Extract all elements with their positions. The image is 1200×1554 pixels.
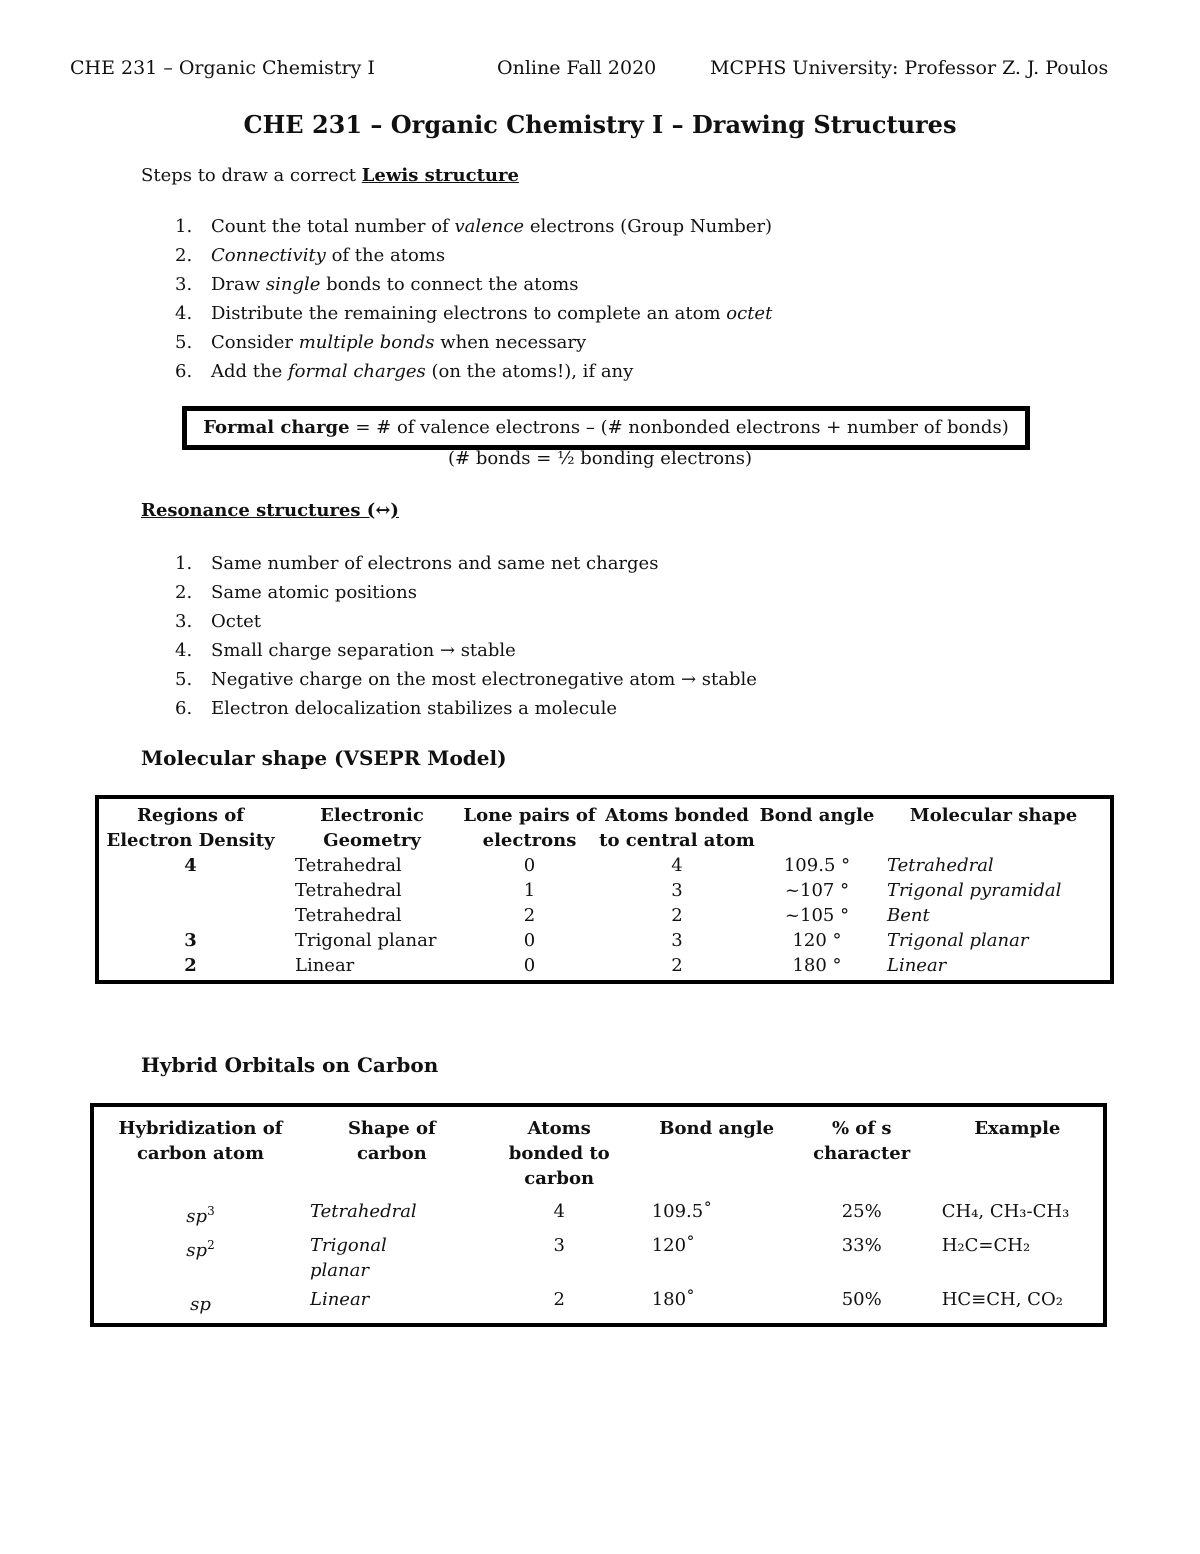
formal-charge-formula: = # of valence electrons – (# nonbonded electrons + number of bonds): [349, 417, 1009, 438]
step-text: Distribute the remaining electrons to complete an atom: [211, 303, 727, 324]
table-row: [97, 928, 1112, 953]
resonance-rule: [175, 694, 757, 723]
step-text: Draw: [211, 274, 266, 295]
cell-shape: Tetrahedral: [887, 855, 994, 876]
formal-charge-label: Formal charge: [203, 417, 350, 438]
cell-atoms: 3: [671, 930, 683, 951]
step-text-end: (on the atoms!), if any: [425, 361, 634, 382]
lewis-structure-term: Lewis structure: [361, 165, 519, 186]
step-number: 3.: [175, 274, 193, 295]
cell-geometry: Tetrahedral: [295, 905, 402, 926]
resonance-heading-end: ): [390, 500, 399, 521]
cell-angle: 109.5˚: [651, 1201, 713, 1222]
column-header: Electronic Geometry: [320, 805, 424, 851]
column-header: Molecular shape: [909, 805, 1078, 826]
lewis-step: [175, 299, 772, 328]
formal-charge-note: (# bonds = ½ bonding electrons): [448, 448, 752, 469]
resonance-rule: [175, 636, 757, 665]
cell-regions: [97, 903, 282, 928]
hybrid-heading: Hybrid Orbitals on Carbon: [141, 1053, 439, 1077]
cell-lone: 0: [523, 855, 536, 876]
cell-geometry: Tetrahedral: [295, 855, 402, 876]
resonance-rule: [175, 665, 757, 694]
cell-shape: Linear: [887, 955, 947, 976]
step-emphasis: single: [265, 274, 321, 295]
resonance-rule: [175, 607, 757, 636]
rule-text: Same atomic positions: [211, 582, 417, 603]
cell-angle: 109.5 °: [783, 855, 851, 876]
cell-atoms: 4: [671, 855, 683, 876]
cell-geometry: Tetrahedral: [295, 880, 402, 901]
step-text-end: of the atoms: [325, 245, 446, 266]
rule-number: 1.: [175, 553, 193, 574]
table-row: [97, 903, 1112, 928]
step-text: Add the: [211, 361, 288, 382]
step-text: Consider: [211, 332, 299, 353]
cell-example: HC≡CH, CO₂: [941, 1289, 1063, 1310]
step-text-end: electrons (Group Number): [524, 216, 773, 237]
step-emphasis: valence: [454, 216, 525, 237]
rule-text: Electron delocalization stabilizes a molecule: [211, 698, 618, 719]
table-row: [92, 1195, 1105, 1229]
cell-shape: Trigonal planar: [887, 930, 1029, 951]
column-header: Bond angle: [759, 805, 875, 826]
column-header: Atoms bonded to carbon: [508, 1118, 610, 1189]
lewis-step: [175, 270, 772, 299]
rule-number: 6.: [175, 698, 193, 719]
step-number: 6.: [175, 361, 193, 382]
step-number: 5.: [175, 332, 193, 353]
cell-angle: 180˚: [651, 1289, 696, 1310]
cell-example: H₂C=CH₂: [941, 1235, 1031, 1256]
hybridization-symbol: sp: [186, 1206, 208, 1227]
resonance-rule: [175, 549, 757, 578]
cell-geometry: Linear: [295, 955, 355, 976]
lewis-step: [175, 241, 772, 270]
cell-shape: Tetrahedral: [310, 1201, 417, 1222]
lewis-steps-list: [175, 212, 772, 386]
cell-angle: 120 °: [792, 930, 842, 951]
step-text-end: when necessary: [434, 332, 587, 353]
header-course: CHE 231 – Organic Chemistry I: [70, 57, 375, 79]
cell-regions: 4: [184, 855, 197, 876]
vsepr-table: [95, 795, 1114, 984]
cell-angle: ~105 °: [784, 905, 850, 926]
hybridization-symbol: sp: [190, 1294, 211, 1315]
vsepr-header-row: [97, 797, 1112, 853]
lewis-step: [175, 212, 772, 241]
hybrid-table: [90, 1103, 1107, 1327]
cell-atoms: 2: [671, 905, 683, 926]
hybrid-header-row: [92, 1105, 1105, 1195]
cell-s-character: 50%: [841, 1289, 882, 1310]
resonance-heading-text: Resonance structures (: [141, 500, 376, 521]
step-emphasis: multiple bonds: [298, 332, 435, 353]
column-header: Hybridization of carbon atom: [118, 1118, 283, 1164]
cell-lone: 0: [523, 930, 536, 951]
step-emphasis: Connectivity: [211, 245, 326, 266]
hybridization-superscript: 2: [207, 1238, 215, 1252]
cell-hybridization: [92, 1229, 307, 1283]
cell-atoms: 4: [553, 1201, 565, 1222]
cell-angle: 180 °: [792, 955, 842, 976]
rule-text: Octet: [211, 611, 261, 632]
hybridization-symbol: sp: [186, 1240, 208, 1261]
step-text-end: bonds to connect the atoms: [320, 274, 579, 295]
cell-shape: Trigonal planar: [310, 1235, 387, 1281]
resonance-list: [175, 549, 757, 723]
cell-atoms: 3: [671, 880, 683, 901]
header-instructor: MCPHS University: Professor Z. J. Poulos: [710, 57, 1109, 79]
lewis-intro-text: Steps to draw a correct: [141, 165, 362, 186]
table-row: [92, 1229, 1105, 1283]
formal-charge-box: [182, 406, 1030, 450]
header-term: Online Fall 2020: [497, 57, 657, 79]
rule-text: Small charge separation → stable: [211, 640, 516, 661]
vsepr-heading: Molecular shape (VSEPR Model): [141, 746, 507, 770]
cell-geometry: Trigonal planar: [295, 930, 437, 951]
cell-atoms: 2: [553, 1289, 565, 1310]
table-row: [97, 953, 1112, 982]
step-number: 2.: [175, 245, 193, 266]
page-title: CHE 231 – Organic Chemistry I – Drawing Structures: [243, 110, 957, 139]
step-number: 1.: [175, 216, 193, 237]
table-row: [97, 853, 1112, 878]
resonance-rule: [175, 578, 757, 607]
rule-number: 4.: [175, 640, 193, 661]
cell-regions: [97, 878, 282, 903]
cell-regions: 3: [184, 930, 197, 951]
step-number: 4.: [175, 303, 193, 324]
hybridization-superscript: 3: [207, 1204, 215, 1218]
cell-regions: 2: [184, 955, 197, 976]
column-header: Shape of carbon: [347, 1118, 436, 1164]
rule-number: 3.: [175, 611, 193, 632]
cell-example: CH₄, CH₃-CH₃: [941, 1201, 1070, 1222]
lewis-step: [175, 328, 772, 357]
cell-lone: 0: [523, 955, 536, 976]
cell-s-character: 33%: [841, 1235, 882, 1256]
cell-angle: ~107 °: [784, 880, 850, 901]
rule-text: Same number of electrons and same net charges: [211, 553, 659, 574]
cell-lone: 1: [523, 880, 536, 901]
cell-shape: Trigonal pyramidal: [887, 880, 1062, 901]
column-header: Atoms bonded to central atom: [599, 805, 755, 851]
column-header: Example: [974, 1118, 1061, 1139]
table-row: [92, 1283, 1105, 1325]
table-row: [97, 878, 1112, 903]
cell-shape: Bent: [887, 905, 930, 926]
column-header: Regions of Electron Density: [106, 805, 275, 851]
resonance-arrow-icon: ↔: [375, 500, 391, 521]
cell-shape: Linear: [310, 1289, 370, 1310]
resonance-heading: [141, 500, 399, 521]
rule-number: 5.: [175, 669, 193, 690]
column-header: Bond angle: [659, 1118, 775, 1139]
rule-text: Negative charge on the most electronegative atom → stable: [211, 669, 757, 690]
cell-atoms: 3: [553, 1235, 565, 1256]
cell-angle: 120˚: [651, 1235, 696, 1256]
step-emphasis: octet: [726, 303, 773, 324]
column-header: % of s character: [813, 1118, 911, 1164]
column-header: Lone pairs of electrons: [463, 805, 596, 851]
rule-number: 2.: [175, 582, 193, 603]
cell-s-character: 25%: [841, 1201, 882, 1222]
cell-hybridization: [92, 1283, 307, 1325]
cell-atoms: 2: [671, 955, 683, 976]
cell-lone: 2: [523, 905, 536, 926]
step-emphasis: formal charges: [287, 361, 426, 382]
lewis-intro: [141, 165, 519, 186]
cell-hybridization: [92, 1195, 307, 1229]
lewis-step: [175, 357, 772, 386]
step-text: Count the total number of: [211, 216, 455, 237]
